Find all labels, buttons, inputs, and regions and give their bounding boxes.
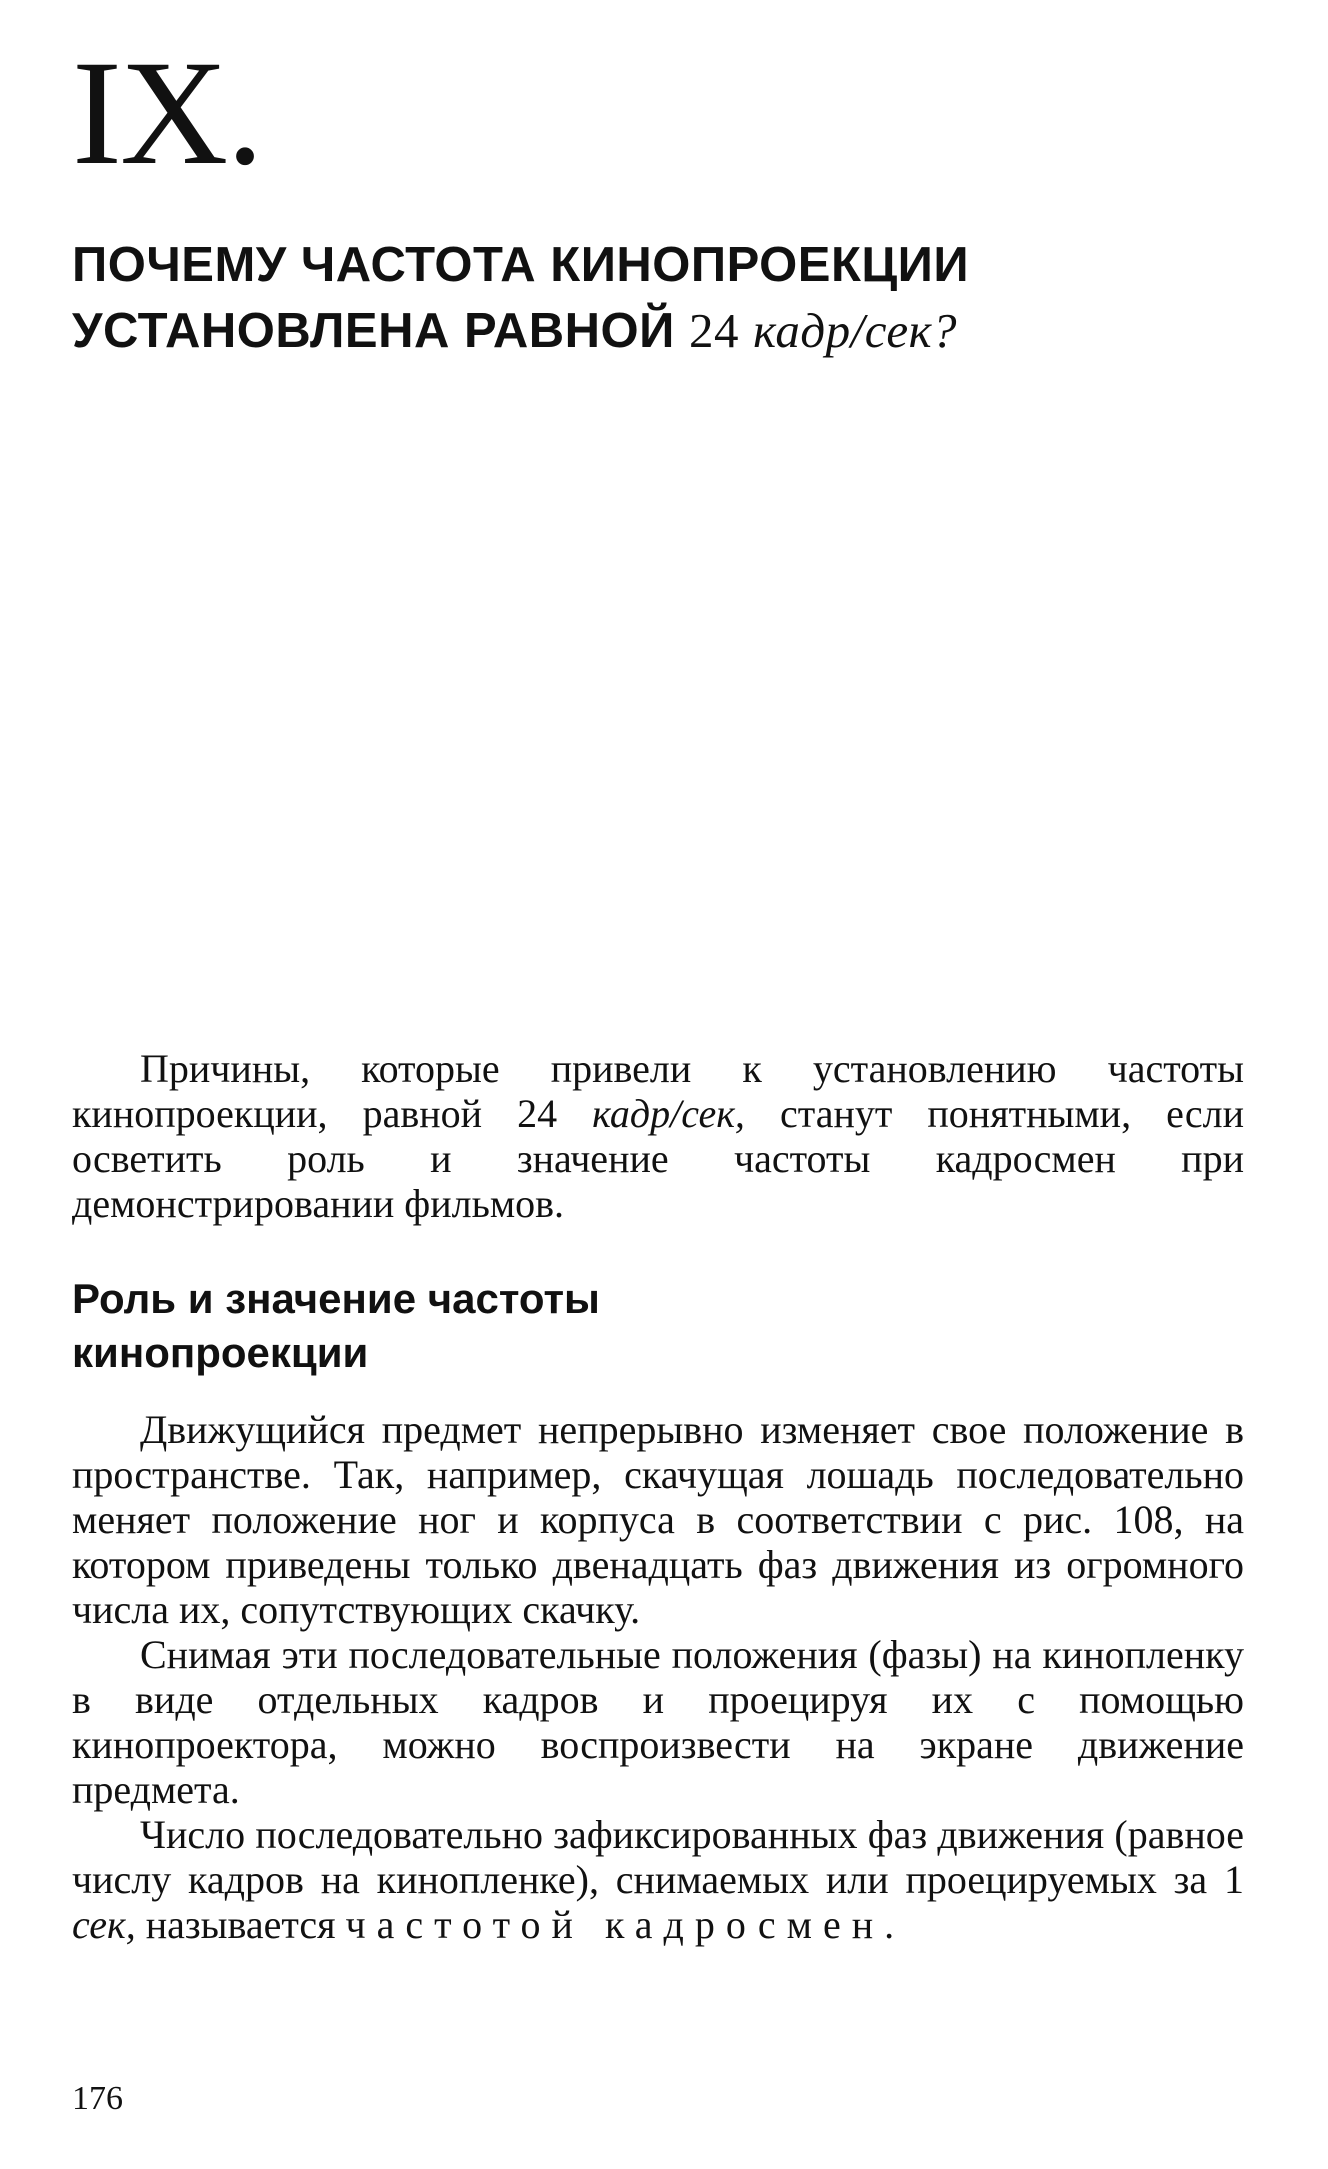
section-paragraph-2: Снимая эти последовательные положения (фазы) на кинопленку в виде отдельных кадров и проецируя их с помощью кинопроектора, можно воспроизвести на экране движение предмета. xyxy=(72,1632,1244,1812)
chapter-title-prefix: УСТАНОВЛЕНА РАВНОЙ xyxy=(72,304,675,358)
chapter-title-unit: кадр/сек? xyxy=(753,303,957,358)
paragraph-3-end: . xyxy=(884,1902,895,1947)
section-paragraph-1: Движущийся предмет непрерывно изменяет свое положение в пространстве. Так, например, скачущая лошадь последовательно меняет положение ног и корпуса в соответствии с рис. 108, на котором приведены только двенадцать фаз движения из огромного числа их, сопутствующих скачку. xyxy=(72,1407,1244,1632)
page-number: 176 xyxy=(72,2080,123,2117)
intro-unit: кадр/сек, xyxy=(592,1091,745,1136)
chapter-title xyxy=(72,232,1252,364)
section-heading-line-2: кинопроекции xyxy=(72,1329,369,1376)
chapter-title-line-2 xyxy=(72,298,1252,364)
intro-text-before-unit: Причины, которые привели к установлению частоты кинопроекции, равной 24 xyxy=(72,1046,1244,1136)
chapter-title-number: 24 xyxy=(689,303,739,358)
intro-text-after-unit: станут понятными, если осветить роль и значение частоты кадросмен при демонстрировании фильмов. xyxy=(72,1091,1244,1226)
section-body xyxy=(72,1407,1244,1947)
paragraph-3-unit: сек, xyxy=(72,1902,136,1947)
section-heading xyxy=(72,1272,972,1380)
chapter-title-line-1: ПОЧЕМУ ЧАСТОТА КИНОПРОЕКЦИИ xyxy=(72,238,970,292)
paragraph-3-term: частотой кадросмен xyxy=(345,1902,885,1947)
chapter-number: IX. xyxy=(72,30,262,196)
intro-paragraph xyxy=(72,1046,1244,1226)
section-heading-line-1: Роль и значение частоты xyxy=(72,1275,600,1322)
section-paragraph-3 xyxy=(72,1812,1244,1947)
paragraph-3-start: Число последовательно зафиксированных фаз движения (равное числу кадров на кинопленке), снимаемых или проецируемых за 1 xyxy=(72,1812,1244,1902)
paragraph-3-middle: называется xyxy=(135,1902,346,1947)
